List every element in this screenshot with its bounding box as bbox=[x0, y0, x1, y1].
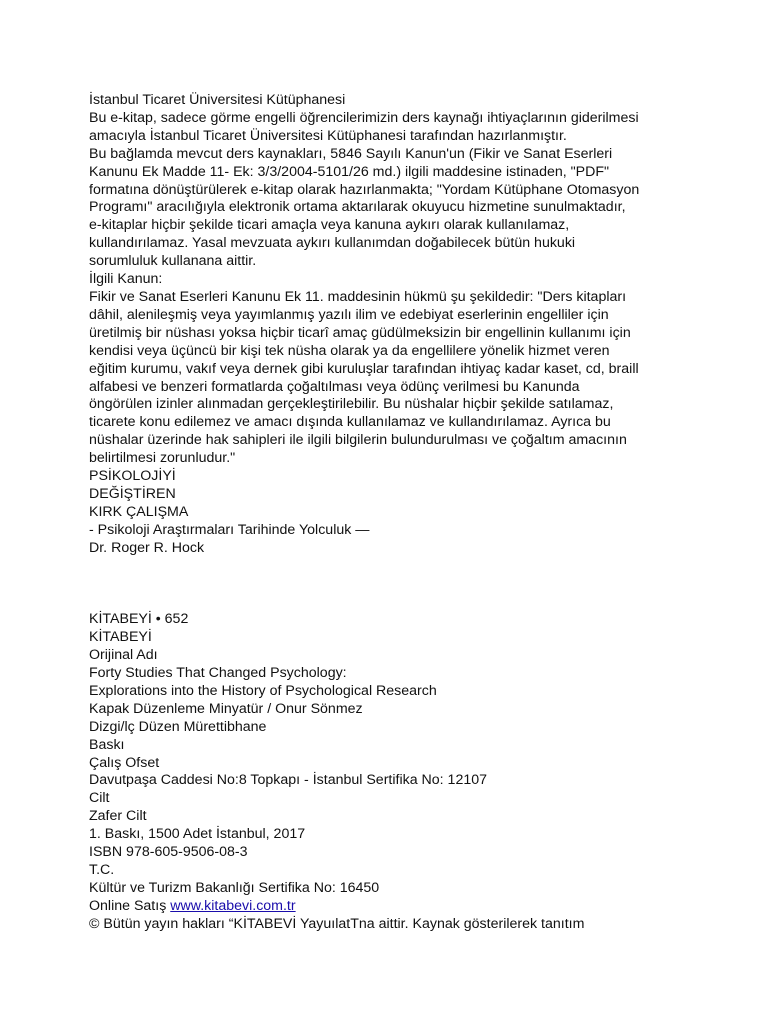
colophon-line: Kapak Düzenleme Minyatür / Onur Sönmez bbox=[89, 700, 363, 717]
colophon-line: Explorations into the History of Psychological Research bbox=[89, 682, 437, 699]
book-title-line: PSİKOLOJİYİ bbox=[89, 468, 176, 485]
book-subtitle: - Psikoloji Araştırmaları Tarihinde Yolculuk — bbox=[89, 521, 370, 538]
colophon-line: Orijinal Adı bbox=[89, 647, 158, 664]
online-sales-label: Online Satış bbox=[89, 897, 167, 914]
notice-line: sorumluluk kullanana aittir. bbox=[89, 253, 257, 270]
notice-line: formatına dönüştürülerek e-kitap olarak hazırlanmakta; "Yordam Kütüphane Otomasyon bbox=[89, 181, 640, 198]
notice-line: İlgili Kanun: bbox=[89, 271, 163, 288]
book-title-line: KIRK ÇALIŞMA bbox=[89, 503, 189, 520]
colophon-line: KİTABEYİ bbox=[89, 629, 152, 646]
colophon bbox=[89, 611, 689, 933]
colophon-line: Kültür ve Turizm Bakanlığı Sertifika No: 16450 bbox=[89, 879, 380, 896]
colophon-line: Baskı bbox=[89, 736, 125, 753]
notice-line: İstanbul Ticaret Üniversitesi Kütüphanesi bbox=[89, 92, 346, 108]
notice-line: kullandırılamaz. Yasal mevzuata aykırı kullanımdan doğabilecek bütün hukuki bbox=[89, 235, 576, 252]
publisher-website-link[interactable]: www.kitabevi.com.tr bbox=[170, 897, 296, 914]
notice-line: eğitim kurumu, vakıf veya dernek gibi kuruluşlar tarafından ihtiyaç kadar kaset, cd, braill bbox=[89, 360, 639, 377]
notice-line: Bu bağlamda mevcut ders kaynakları, 5846 Sayılı Kanun'un (Fikir ve Sanat Eserleri bbox=[89, 145, 613, 162]
colophon-line: Forty Studies That Changed Psychology: bbox=[89, 664, 347, 681]
notice-line: üretilmiş bir nüshası yoksa hiçbir ticarî amaç güdülmeksizin bir engellinin kullanımı için bbox=[89, 324, 631, 341]
document-page bbox=[89, 92, 689, 934]
notice-line: amacıyla İstanbul Ticaret Üniversitesi Kütüphanesi tarafından hazırlanmıştır. bbox=[89, 127, 567, 144]
notice-line: nüshalar üzerinde hak sahipleri ile ilgili bilgilerin bulundurulması ve çoğaltım amacının bbox=[89, 432, 627, 449]
book-title-line: DEĞİŞTİREN bbox=[89, 485, 176, 502]
colophon-line: Çalış Ofset bbox=[89, 754, 160, 771]
colophon-line: T.C. bbox=[89, 861, 115, 878]
notice-line: kendisi veya üçüncü bir kişi tek nüsha olarak ya da engellilere yönelik hizmet veren bbox=[89, 342, 610, 359]
notice-line: Programı" aracılığıyla elektronik ortama aktarılarak okuyucu hizmetine sunulmaktadır, bbox=[89, 199, 626, 216]
notice-line: Bu e-kitap, sadece görme engelli öğrencilerimizin ders kaynağı ihtiyaçlarının giderilmesi bbox=[89, 109, 639, 126]
colophon-line: 1. Baskı, 1500 Adet İstanbul, 2017 bbox=[89, 826, 306, 843]
notice-line: Kanunu Ek Madde 11- Ek: 3/3/2004-5101/26 md.) ilgili maddesine istinaden, "PDF" bbox=[89, 163, 610, 180]
notice-line: alfabesi ve benzeri formatlarda çoğaltılması veya ödünç verilmesi bu Kanunda bbox=[89, 378, 580, 395]
colophon-line: Dizgi/lç Düzen Mürettibhane bbox=[89, 718, 267, 735]
notice-line: Fikir ve Sanat Eserleri Kanunu Ek 11. maddesinin hükmü şu şekildedir: "Ders kitapları bbox=[89, 288, 627, 305]
book-title-block bbox=[89, 468, 689, 558]
notice-line: belirtilmesi zorunludur." bbox=[89, 450, 236, 467]
book-author: Dr. Roger R. Hock bbox=[89, 539, 205, 556]
section-spacer bbox=[89, 558, 689, 612]
colophon-line: KİTABEYİ • 652 bbox=[89, 611, 189, 628]
colophon-line: Cilt bbox=[89, 790, 110, 807]
colophon-line: Zafer Cilt bbox=[89, 808, 147, 825]
notice-line: ticarete konu edilemez ve amacı dışında kullanılamaz ve kullandırılamaz. Ayrıca bu bbox=[89, 414, 611, 431]
copyright-line: © Bütün yayın hakları “KİTABEVİ YayuılatTna aittir. Kaynak gösterilerek tanıtım bbox=[89, 915, 585, 932]
notice-line: öngörülen izinler alınmadan gerçekleştirilebilir. Bu nüshalar hiçbir şekilde satılamaz, bbox=[89, 396, 614, 413]
library-notice bbox=[89, 92, 689, 468]
colophon-line: Davutpaşa Caddesi No:8 Topkapı - İstanbul Sertifika No: 12107 bbox=[89, 772, 488, 789]
notice-line: e-kitaplar hiçbir şekilde ticari amaçla veya kanuna aykırı olarak kullanılamaz, bbox=[89, 217, 570, 234]
colophon-line: ISBN 978-605-9506-08-3 bbox=[89, 844, 248, 861]
notice-line: dâhil, alenileşmiş veya yayımlanmış yazılı ilim ve edebiyat eserlerinin engelliler için bbox=[89, 306, 609, 323]
online-sales-line bbox=[89, 898, 689, 916]
